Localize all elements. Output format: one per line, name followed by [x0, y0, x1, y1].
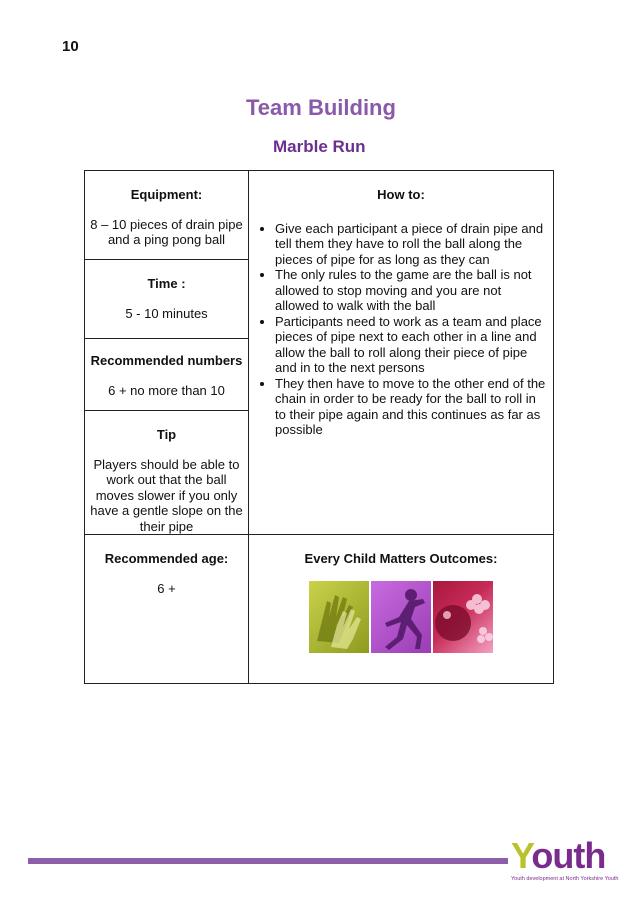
equipment-cell [85, 171, 249, 260]
tip-label: Tip [156, 427, 177, 442]
outcomes-images [249, 581, 553, 653]
hands-image [309, 581, 369, 653]
outcomes-cell [249, 535, 554, 684]
page-subtitle: Marble Run [273, 137, 366, 156]
age-text: 6 + [157, 580, 176, 596]
how-to-steps [249, 221, 547, 438]
list-item: • The only rules to the game are the ball is not allowed to stop moving and you are not allowed to walk with the ball [275, 267, 547, 314]
numbers-text: 6 + no more than 10 [108, 382, 225, 398]
logo-wordmark: Youth [511, 835, 606, 876]
list-item: • Participants need to work as a team and place pieces of pipe next to each other in a line and allow the ball to roll along their piece of pipe and in to the next persons [275, 314, 547, 376]
equipment-label: Equipment: [130, 187, 203, 202]
runner-image [371, 581, 431, 653]
flowers-image [433, 581, 493, 653]
outcomes-label: Every Child Matters Outcomes: [304, 551, 498, 566]
numbers-label: Recommended numbers [90, 353, 243, 368]
how-to-cell [249, 171, 554, 535]
age-cell [85, 535, 249, 684]
time-text: 5 - 10 minutes [125, 305, 208, 321]
activity-table [84, 170, 554, 684]
equipment-text: 8 – 10 pieces of drain pipe and a ping pong ball [90, 216, 243, 247]
list-item: • Give each participant a piece of drain pipe and tell them they have to roll the ball along the pieces of pipe for as long as they can [275, 221, 547, 268]
list-item: • They then have to move to the other end of the chain in order to be ready for the ball to roll in to their pipe again and this continues as far as possible [275, 376, 547, 438]
tip-cell [85, 411, 249, 535]
page-number: 10 [62, 38, 79, 55]
tip-text: Players should be able to work out that the ball moves slower if you only have a gentle slope on the their pipe [90, 456, 243, 534]
page-title: Team Building [246, 95, 396, 120]
youth-logo [511, 835, 621, 888]
footer-bar [28, 858, 508, 864]
title-block [0, 95, 638, 165]
logo-tagline: Youth development at North Yorkshire Youth [511, 876, 619, 882]
age-label: Recommended age: [104, 551, 229, 566]
time-cell [85, 260, 249, 339]
numbers-cell [85, 339, 249, 411]
time-label: Time : [147, 276, 186, 291]
how-to-label: How to: [377, 187, 425, 202]
